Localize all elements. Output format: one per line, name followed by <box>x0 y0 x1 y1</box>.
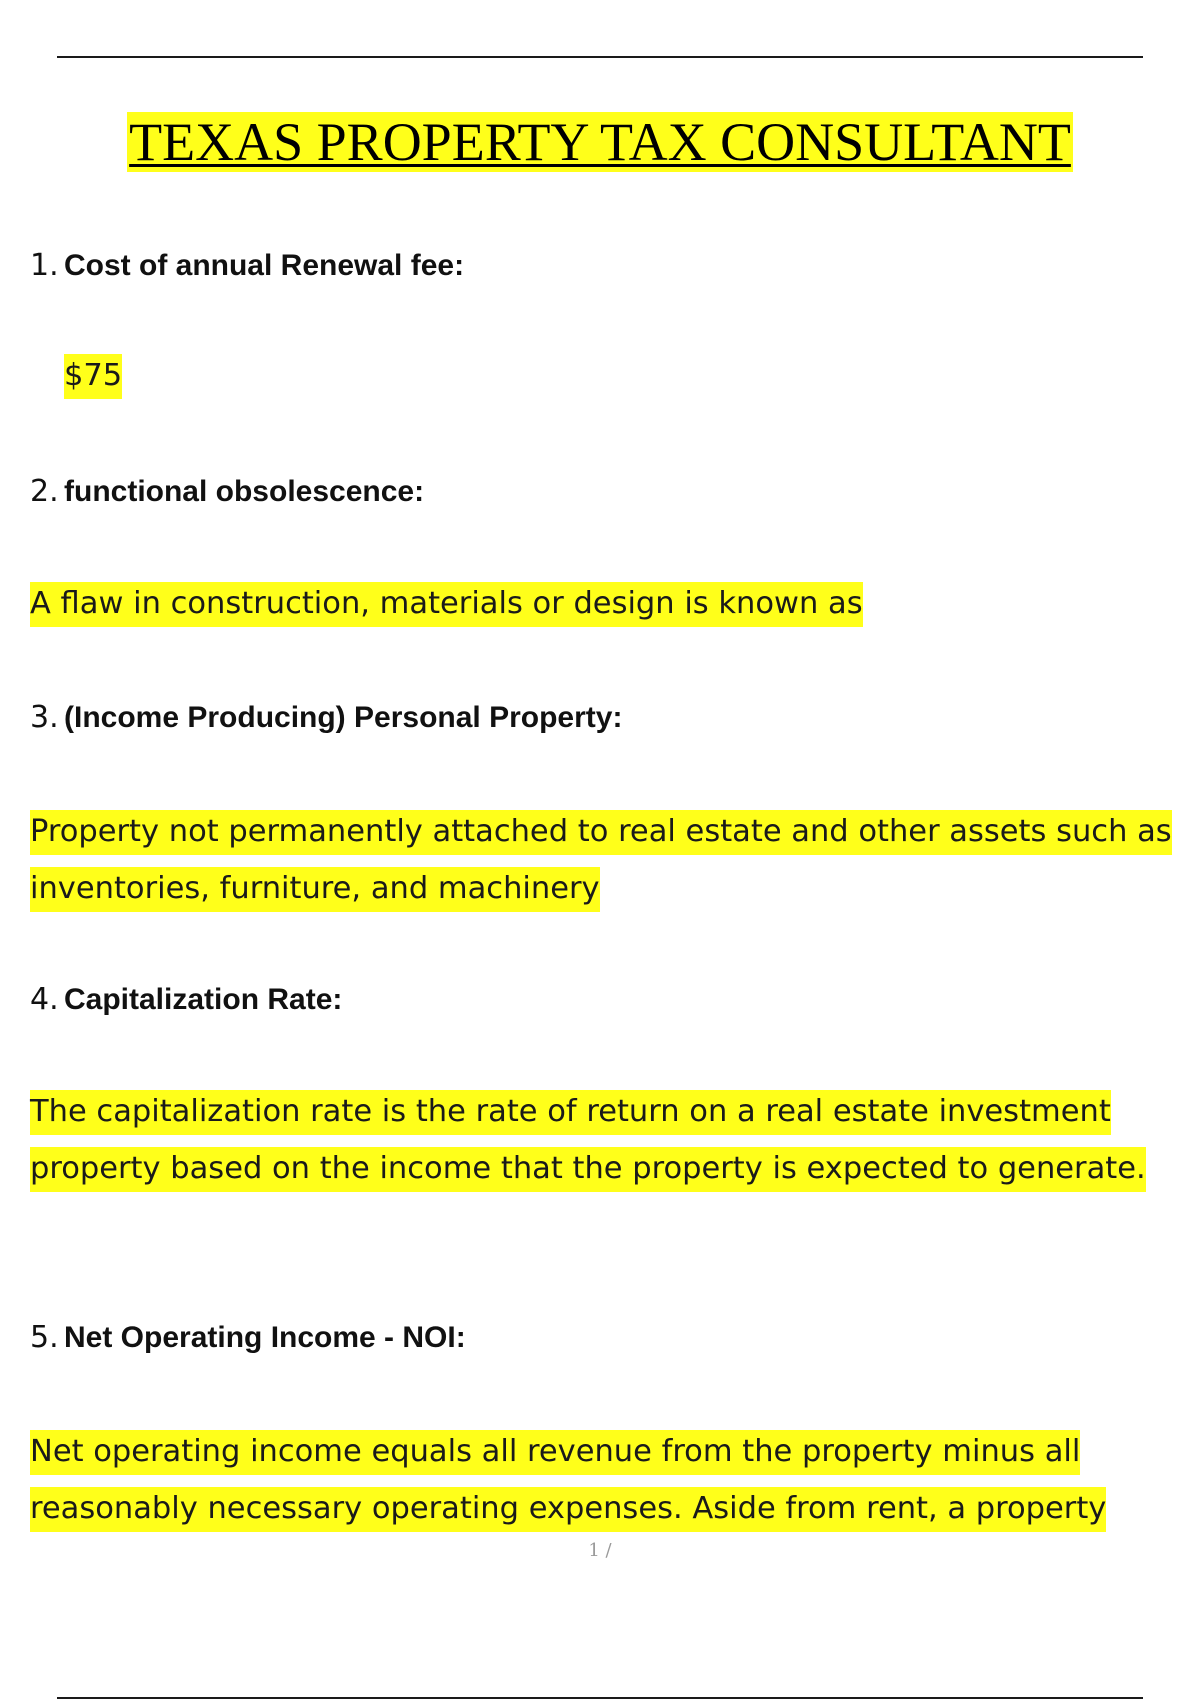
page-number: 1 / <box>588 1540 612 1561</box>
question-number: 2. <box>30 474 59 509</box>
question-label: Cost of annual Renewal fee: <box>64 249 465 282</box>
question-number: 3. <box>30 700 59 735</box>
answer-5 <box>30 1424 1190 1537</box>
question-3 <box>30 698 622 738</box>
answer-text: Net operating income equals all revenue from the property minus all reasonably necessary operating expenses. Aside from rent, a property <box>30 1430 1106 1532</box>
question-number: 5. <box>30 1320 59 1355</box>
answer-text: Property not permanently attached to real estate and other assets such as inventories, furniture, and machinery <box>30 810 1172 912</box>
answer-text: A flaw in construction, materials or design is known as <box>30 582 863 627</box>
answer-2 <box>30 576 1190 633</box>
question-number: 1. <box>30 248 59 283</box>
answer-1 <box>64 348 1200 405</box>
question-label: Net Operating Income - NOI: <box>64 1321 466 1354</box>
answer-3 <box>30 804 1190 917</box>
answer-4 <box>30 1084 1190 1197</box>
bottom-rule <box>57 1697 1143 1699</box>
title-block <box>0 112 1200 172</box>
document-title: TEXAS PROPERTY TAX CONSULTANT <box>129 112 1071 172</box>
question-label: (Income Producing) Personal Property: <box>64 701 623 734</box>
question-label: functional obsolescence: <box>64 475 425 508</box>
question-2 <box>30 472 424 512</box>
question-number: 4. <box>30 982 59 1017</box>
question-5 <box>30 1318 466 1358</box>
question-4 <box>30 980 342 1020</box>
question-label: Capitalization Rate: <box>64 983 343 1016</box>
answer-text: The capitalization rate is the rate of return on a real estate investment property based on the income that the property is expected to generate. <box>30 1090 1146 1192</box>
question-1 <box>30 246 464 286</box>
answer-text: $75 <box>64 354 122 399</box>
top-rule <box>57 56 1143 58</box>
